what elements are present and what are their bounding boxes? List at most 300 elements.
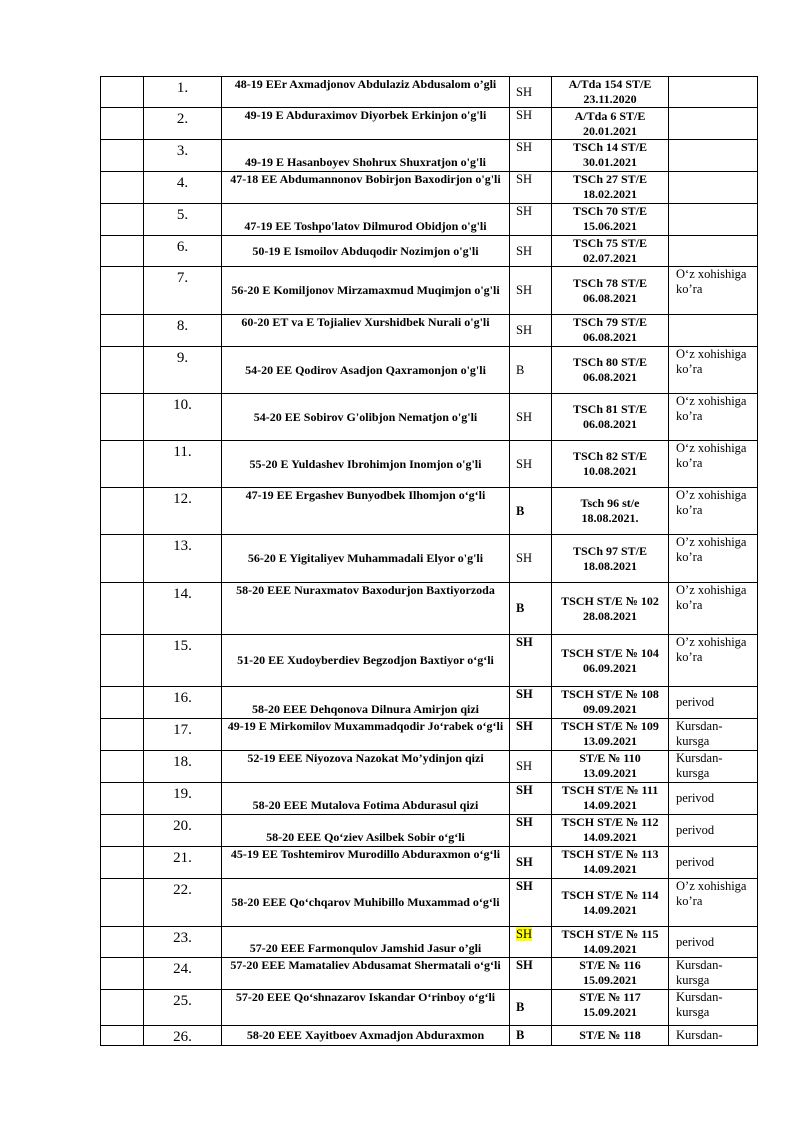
order-number [552,847,669,879]
blank-cell [101,783,144,815]
study-form [510,719,552,751]
table-row [101,990,758,1026]
row-number [144,687,222,719]
row-number [144,236,222,267]
table-row [101,847,758,879]
order-number [552,815,669,847]
student-name [222,441,510,488]
blank-cell [101,172,144,204]
note [669,394,758,441]
study-form-text: B [516,503,525,518]
student-name-text: 57-20 EEE Mamataliev Abdusamat Shermatali o‘g‘li [230,958,501,972]
student-name [222,847,510,879]
study-form-text: SH [516,815,533,829]
note [669,236,758,267]
order-number [552,927,669,958]
note-text: O’z xohishiga ko’ra [676,535,747,564]
table-row [101,394,758,441]
note-text: O’z xohishiga ko’ra [676,635,747,664]
order-number [552,879,669,927]
order-number [552,635,669,687]
row-number [144,535,222,583]
note [669,783,758,815]
row-number-text: 4. [176,175,189,191]
note-text: Kursdan-kursga [676,751,723,780]
blank-cell [101,441,144,488]
study-form [510,488,552,535]
row-number-text: 15. [173,638,192,654]
order-number [552,394,669,441]
student-name-text: 56-20 E Komiljonov Mirzamaxmud Muqimjon o'g'li [231,283,500,297]
note [669,687,758,719]
order-number-text: TSCH ST/E № 108 09.09.2021 [561,687,659,716]
student-name [222,583,510,635]
row-number-text: 16. [173,690,192,706]
row-number [144,847,222,879]
note [669,441,758,488]
table-row [101,315,758,347]
table-row [101,108,758,140]
note [669,140,758,172]
note [669,267,758,315]
blank-cell [101,1026,144,1046]
order-number [552,441,669,488]
row-number [144,783,222,815]
order-number-text: TSCh 82 ST/E 10.08.2021 [572,449,648,478]
order-number [552,204,669,236]
order-number-text: ST/E № 116 15.09.2021 [579,958,641,987]
order-number [552,719,669,751]
study-form-text: SH [516,283,532,297]
note [669,635,758,687]
row-number [144,172,222,204]
study-form-text: SH [516,687,533,701]
order-number [552,488,669,535]
study-form [510,394,552,441]
student-name-text: 54-20 EE Qodirov Asadjon Qaxramonjon o'g'li [245,362,486,377]
student-name [222,719,510,751]
student-name-text: 58-20 EEE Nuraxmatov Baxodurjon Baxtiyorzoda [236,583,495,597]
row-number-text: 19. [173,786,192,802]
study-form [510,990,552,1026]
blank-cell [101,927,144,958]
order-number [552,267,669,315]
study-form-text: SH [516,855,533,869]
student-name-text: 58-20 EEE Dehqonova Dilnura Amirjon qizi [251,702,480,716]
row-number-text: 22. [173,882,192,898]
study-form [510,815,552,847]
study-form [510,172,552,204]
row-number [144,204,222,236]
blank-cell [101,236,144,267]
row-number-text: 12. [173,491,192,507]
row-number [144,108,222,140]
table-row [101,172,758,204]
blank-cell [101,719,144,751]
order-number-text: TSCh 70 ST/E 15.06.2021 [572,204,648,233]
order-number-text: TSCH ST/E № 112 14.09.2021 [561,815,659,844]
study-form-text: SH [516,879,533,893]
study-form [510,847,552,879]
table-row [101,140,758,172]
row-number-text: 20. [173,818,192,834]
note-text: perivod [676,823,715,837]
note [669,815,758,847]
study-form-text: SH [516,927,532,941]
row-number-text: 13. [173,538,192,554]
note-text: Kursdan-kursga [676,719,723,748]
row-number [144,77,222,108]
table-row [101,535,758,583]
order-number-text: TSCH ST/E № 109 13.09.2021 [561,719,659,748]
row-number [144,583,222,635]
student-name-text: 58-20 EEE Xayitboev Axmadjon Abduraxmon [246,1028,485,1042]
order-number-text: TSCH ST/E № 115 14.09.2021 [561,927,659,956]
row-number-text: 2. [176,111,189,127]
row-number-text: 26. [173,1029,192,1045]
order-number [552,108,669,140]
table-row [101,77,758,108]
study-form [510,583,552,635]
order-number-text: TSCh 27 ST/E 18.02.2021 [572,172,648,201]
note [669,927,758,958]
study-form-text: SH [516,783,533,797]
order-number-text: ST/E № 117 15.09.2021 [579,990,641,1019]
blank-cell [101,394,144,441]
student-name-text: 57-20 EEE Qo‘shnazarov Iskandar O‘rinboy o‘g‘li [235,990,496,1004]
note [669,719,758,751]
student-name-text: 55-20 E Yuldashev Ibrohimjon Inomjon o'g'li [249,456,482,471]
order-number [552,583,669,635]
row-number-text: 1. [176,80,189,96]
table-row [101,879,758,927]
student-name-text: 49-19 E Abduraximov Diyorbek Erkinjon o'g'li [244,108,487,122]
row-number-text: 23. [173,930,192,946]
student-table-body [101,77,758,1046]
row-number [144,990,222,1026]
study-form-text: B [516,362,525,377]
order-number [552,236,669,267]
order-number [552,172,669,204]
order-number [552,77,669,108]
study-form-text: SH [516,172,532,186]
study-form [510,879,552,927]
study-form-text: B [516,1000,525,1014]
study-form [510,315,552,347]
note [669,990,758,1026]
student-name [222,783,510,815]
student-name-text: 52-19 EEE Niyozova Nazokat Mo’ydinjon qizi [247,751,484,765]
note [669,204,758,236]
note-text: O‘z xohishiga ko’ra [676,441,747,470]
study-form-text: SH [516,635,533,649]
study-form [510,108,552,140]
table-row [101,815,758,847]
student-name [222,535,510,583]
student-name-text: 58-20 EEE Mutalova Fotima Abdurasul qizi [252,798,479,812]
blank-cell [101,77,144,108]
row-number [144,315,222,347]
order-number-text: A/Tda 6 ST/E 20.01.2021 [574,108,646,138]
study-form [510,927,552,958]
table-row [101,958,758,990]
student-name [222,236,510,267]
student-name-text: 51-20 EE Xudoyberdiev Begzodjon Baxtiyor o‘g‘li [237,653,494,667]
study-form [510,236,552,267]
study-form-text: SH [516,140,532,154]
blank-cell [101,990,144,1026]
study-form [510,751,552,783]
order-number [552,535,669,583]
study-form-text: B [516,1028,525,1042]
student-name-text: 54-20 EE Sobirov G'olibjon Nematjon o'g'li [253,409,478,424]
note-text: O‘z xohishiga ko’ra [676,394,747,423]
row-number-text: 25. [173,993,192,1009]
note [669,535,758,583]
student-name [222,879,510,927]
blank-cell [101,108,144,140]
student-name [222,315,510,347]
table-row [101,204,758,236]
study-form [510,347,552,394]
note-text: O’z xohishiga ko’ra [676,488,747,517]
blank-cell [101,687,144,719]
table-row [101,1026,758,1046]
student-name [222,488,510,535]
student-name [222,172,510,204]
study-form-text: SH [516,84,532,99]
row-number [144,635,222,687]
row-number [144,394,222,441]
blank-cell [101,847,144,879]
blank-cell [101,140,144,172]
order-number-text: TSCH ST/E № 102 28.08.2021 [561,593,659,623]
study-form [510,267,552,315]
note-text: O’z xohishiga ko’ra [676,879,747,908]
row-number [144,751,222,783]
blank-cell [101,751,144,783]
order-number-text: TSCh 78 ST/E 06.08.2021 [572,275,648,305]
note [669,315,758,347]
blank-cell [101,635,144,687]
student-name-text: 49-19 E Mirkomilov Muxammadqodir Jo‘rabek o‘g‘li [227,719,504,733]
table-row [101,927,758,958]
student-name-text: 48-19 EEr Axmadjonov Abdulaziz Abdusalom o’gli [234,77,497,91]
student-name [222,394,510,441]
student-name [222,1026,510,1046]
student-name-text: 47-19 EE Toshpo'latov Dilmurod Obidjon o'g'li [244,219,487,233]
student-name [222,204,510,236]
row-number [144,879,222,927]
note [669,347,758,394]
row-number-text: 17. [173,722,192,738]
student-name-text: 47-18 EE Abdumannonov Bobirjon Baxodirjon o'g'li [230,172,501,186]
student-table [100,76,758,1046]
row-number [144,140,222,172]
study-form [510,535,552,583]
blank-cell [101,488,144,535]
blank-cell [101,204,144,236]
row-number-text: 3. [176,143,189,159]
study-form-text: SH [516,409,532,424]
student-name [222,927,510,958]
student-name [222,140,510,172]
order-number-text: TSCH ST/E № 111 14.09.2021 [561,783,659,812]
study-form-text: SH [516,719,533,733]
student-name [222,267,510,315]
table-row [101,635,758,687]
table-row [101,441,758,488]
order-number [552,958,669,990]
row-number-text: 9. [176,350,189,366]
order-number-text: TSCh 81 ST/E 06.08.2021 [572,402,648,431]
row-number-text: 21. [173,850,192,866]
row-number-text: 8. [176,318,189,334]
study-form-text: SH [516,759,532,773]
order-number-text: ST/E № 118 [579,1028,641,1042]
table-row [101,236,758,267]
study-form [510,635,552,687]
row-number [144,815,222,847]
row-number [144,719,222,751]
table-row [101,267,758,315]
order-number-text: TSCh 97 ST/E 18.08.2021 [572,543,648,573]
row-number [144,347,222,394]
note [669,847,758,879]
blank-cell [101,315,144,347]
student-name [222,108,510,140]
order-number-text: A/Tda 154 ST/E 23.11.2020 [568,77,652,106]
order-number-text: TSCH ST/E № 114 14.09.2021 [561,887,659,917]
note-text: perivod [676,791,715,805]
table-row [101,783,758,815]
student-name-text: 49-19 E Hasanboyev Shohrux Shuxratjon o'g'li [244,155,487,169]
order-number [552,1026,669,1046]
note-text: O‘z xohishiga ko’ra [676,347,747,376]
blank-cell [101,583,144,635]
row-number [144,267,222,315]
blank-cell [101,815,144,847]
table-row [101,583,758,635]
row-number [144,1026,222,1046]
order-number [552,990,669,1026]
study-form [510,958,552,990]
table-row [101,488,758,535]
row-number [144,958,222,990]
study-form-text: SH [516,108,532,122]
study-form-text: SH [516,204,532,218]
study-form-text: SH [516,958,533,972]
table-row [101,719,758,751]
order-number [552,315,669,347]
note-text: Kursdan- [676,1028,723,1042]
row-number-text: 6. [176,239,189,255]
study-form [510,204,552,236]
study-form [510,783,552,815]
note [669,77,758,108]
row-number-text: 11. [173,444,192,460]
study-form [510,1026,552,1046]
blank-cell [101,879,144,927]
note [669,751,758,783]
order-number [552,783,669,815]
table-row [101,687,758,719]
note-text: perivod [676,855,715,869]
study-form-text: B [516,601,525,615]
blank-cell [101,535,144,583]
row-number-text: 24. [173,961,192,977]
blank-cell [101,347,144,394]
order-number-text: Tsch 96 st/e 18.08.2021. [580,496,640,525]
student-name [222,751,510,783]
row-number-text: 14. [173,586,192,602]
student-name-text: 56-20 E Yigitaliyev Muhammadali Elyor o'g'li [247,551,484,565]
blank-cell [101,267,144,315]
student-name [222,687,510,719]
note-text: perivod [676,695,715,709]
table-row [101,347,758,394]
student-name [222,990,510,1026]
study-form [510,140,552,172]
student-name-text: 57-20 EEE Farmonqulov Jamshid Jasur o’gli [249,941,482,955]
study-form [510,441,552,488]
note [669,879,758,927]
note [669,958,758,990]
note-text: Kursdan-kursga [676,958,723,987]
order-number-text: ST/E № 110 13.09.2021 [579,751,641,780]
student-name-text: 45-19 EE Toshtemirov Murodillo Abduraxmon o‘g‘li [230,847,501,861]
note [669,583,758,635]
student-name-text: 58-20 EEE Qo‘chqarov Muhibillo Muxammad o‘g‘li [231,895,500,909]
student-name [222,958,510,990]
order-number [552,140,669,172]
note-text: perivod [676,934,715,949]
student-name [222,77,510,108]
order-number [552,347,669,394]
note-text: O‘z xohishiga ko’ra [676,267,747,296]
note [669,488,758,535]
study-form [510,687,552,719]
order-number [552,751,669,783]
order-number-text: TSCh 79 ST/E 06.08.2021 [572,315,648,344]
order-number-text: TSCh 14 ST/E 30.01.2021 [572,140,648,169]
note [669,172,758,204]
note [669,1026,758,1046]
row-number [144,441,222,488]
student-name-text: 58-20 EEE Qo‘ziev Asilbek Sobir o‘g‘li [266,830,465,844]
student-name-text: 50-19 E Ismoilov Abduqodir Nozimjon o'g'li [252,243,479,258]
note [669,108,758,140]
study-form-text: SH [516,551,532,565]
order-number-text: TSCh 75 ST/E 02.07.2021 [572,236,648,265]
study-form [510,77,552,108]
order-number-text: TSCH ST/E № 104 06.09.2021 [561,645,659,675]
row-number [144,927,222,958]
order-number-text: TSCH ST/E № 113 14.09.2021 [561,847,659,876]
student-name-text: 47-19 EE Ergashev Bunyodbek Ilhomjon o‘g‘li [245,488,486,502]
row-number-text: 10. [173,397,192,413]
order-number-text: TSCh 80 ST/E 06.08.2021 [572,355,648,384]
student-name [222,815,510,847]
study-form-text: SH [516,456,532,471]
note-text: Kursdan-kursga [676,990,723,1019]
study-form-text: SH [516,323,532,337]
study-form-text: SH [516,243,532,258]
table-row [101,751,758,783]
row-number-text: 5. [176,207,189,223]
student-name [222,347,510,394]
row-number-text: 7. [176,270,189,286]
